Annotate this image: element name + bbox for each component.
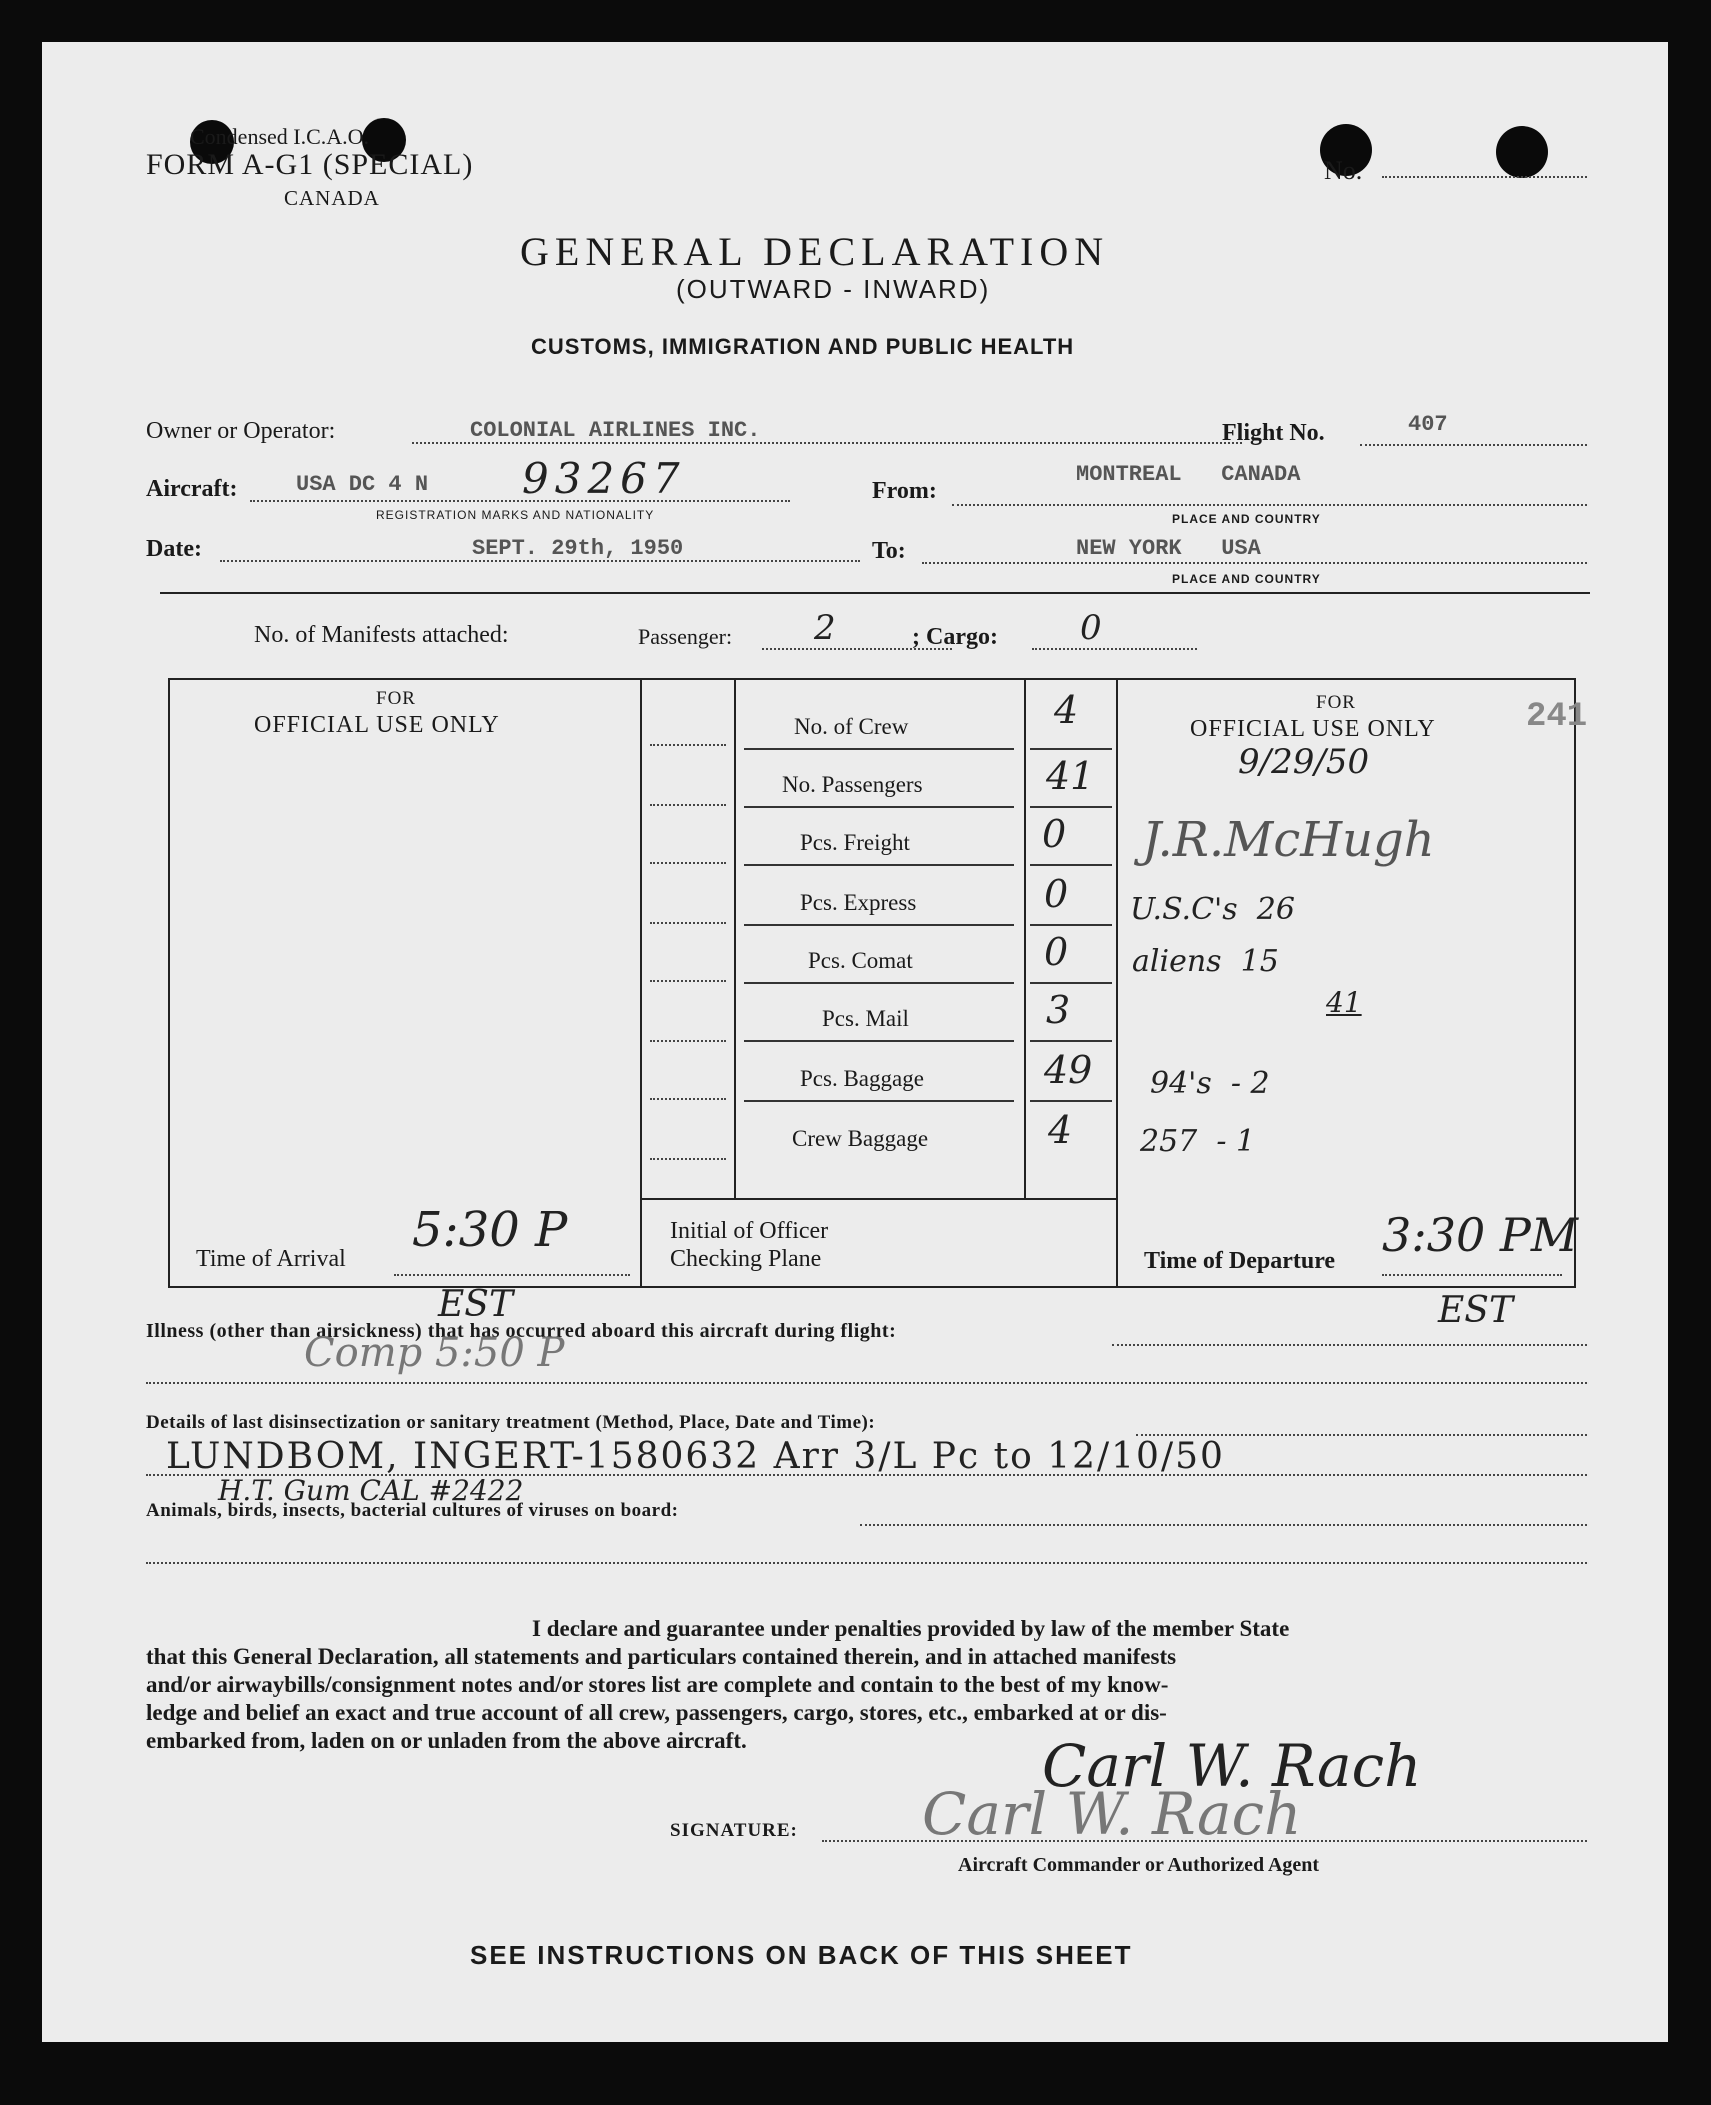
declaration-form <box>42 42 1668 2042</box>
express-value: 0 <box>1044 872 1069 916</box>
form-condensed-label: Condensed I.C.A.O. <box>190 124 370 149</box>
declaration-line-4: ledge and belief an exact and true account of all crew, passengers, cargo, stores, etc., embarked at or dis- <box>146 1700 1167 1725</box>
animals-label: Animals, birds, insects, bacterial cultures of viruses on board: <box>146 1500 679 1521</box>
mail-label: Pcs. Mail <box>822 1006 909 1031</box>
to-value: NEW YORK USA <box>1076 536 1261 561</box>
to-label: To: <box>872 538 906 564</box>
manifests-label: No. of Manifests attached: <box>254 622 509 648</box>
crew-baggage-value: 4 <box>1048 1108 1073 1152</box>
note-uscitizens: U.S.C's 26 <box>1130 892 1295 927</box>
passenger-label: Passenger: <box>638 624 733 649</box>
form-country: CANADA <box>284 186 380 210</box>
owner-label: Owner or Operator: <box>146 418 336 444</box>
passengers-value: 41 <box>1046 754 1095 798</box>
officer-label-2: Checking Plane <box>670 1246 822 1272</box>
arrival-value: 5:30 P <box>412 1202 568 1258</box>
passenger-manifest-value: 2 <box>814 608 836 648</box>
comat-label: Pcs. Comat <box>808 948 913 973</box>
aircraft-registration: 93267 <box>522 454 686 503</box>
note-total: 41 <box>1326 986 1362 1019</box>
note-257: 257 - 1 <box>1140 1124 1256 1159</box>
arrival-label: Time of Arrival <box>196 1246 346 1272</box>
freight-value: 0 <box>1042 812 1067 856</box>
aircraft-label: Aircraft: <box>146 476 238 502</box>
crew-value: 4 <box>1054 688 1079 732</box>
flight-value: 407 <box>1408 412 1448 437</box>
from-caption: PLACE AND COUNTRY <box>1172 512 1321 526</box>
form-number: FORM A-G1 (SPECIAL) <box>146 148 474 181</box>
officer-label-1: Initial of Officer <box>670 1218 829 1244</box>
cargo-manifest-value: 0 <box>1080 608 1102 648</box>
signer-caption: Aircraft Commander or Authorized Agent <box>958 1854 1320 1876</box>
date-value: SEPT. 29th, 1950 <box>472 536 684 561</box>
right-official-for: FOR <box>1316 692 1356 713</box>
official-date-note: 9/29/50 <box>1238 742 1370 782</box>
freight-label: Pcs. Freight <box>800 830 910 855</box>
illness-label: Illness (other than airsickness) that has occurred aboard this aircraft during flight: <box>146 1320 897 1342</box>
signature-label: SIGNATURE: <box>670 1820 798 1841</box>
note-aliens: aliens 15 <box>1132 944 1279 979</box>
aircraft-value: USA DC 4 N <box>296 472 429 497</box>
form-no-label: No. <box>1324 156 1363 185</box>
crew-label: No. of Crew <box>794 714 909 739</box>
page-caption: CUSTOMS, IMMIGRATION AND PUBLIC HEALTH <box>531 334 1075 359</box>
commander-signature: Carl W. Rach <box>1042 1732 1422 1800</box>
declaration-line-3: and/or airwaybills/consignment notes and/or stores list are complete and contain to the best of my know- <box>146 1672 1169 1697</box>
flight-label: Flight No. <box>1222 420 1325 446</box>
aircraft-caption: REGISTRATION MARKS AND NATIONALITY <box>376 508 655 522</box>
declaration-line-1: I declare and guarantee under penalties provided by law of the member State <box>532 1616 1290 1641</box>
cargo-label: ; Cargo: <box>912 624 998 650</box>
baggage-value: 49 <box>1044 1048 1093 1092</box>
page-title: GENERAL DECLARATION <box>520 229 1110 274</box>
departure-value: 3:30 PM <box>1382 1208 1578 1262</box>
right-official-use: OFFICIAL USE ONLY <box>1190 716 1436 742</box>
to-caption: PLACE AND COUNTRY <box>1172 572 1321 586</box>
express-label: Pcs. Express <box>800 890 917 915</box>
arrival-timezone: EST <box>438 1284 513 1325</box>
crew-baggage-label: Crew Baggage <box>792 1126 929 1151</box>
instructions-footer: SEE INSTRUCTIONS ON BACK OF THIS SHEET <box>470 1940 1133 1970</box>
baggage-label: Pcs. Baggage <box>800 1066 924 1091</box>
official-signature: J.R.McHugh <box>1142 812 1435 868</box>
declaration-line-2: that this General Declaration, all statements and particulars contained therein, and in attached manifests <box>146 1644 1177 1669</box>
from-value: MONTREAL CANADA <box>1076 462 1301 487</box>
from-label: From: <box>872 478 937 504</box>
disinsect-line1: LUNDBOM, INGERT-1580632 Arr 3/L Pc to 12/10/50 <box>166 1436 1225 1477</box>
disinsect-label: Details of last disinsectization or sanitary treatment (Method, Place, Date and Time): <box>146 1412 876 1433</box>
declaration-line-5: embarked from, laden on or unladen from the above aircraft. <box>146 1728 747 1753</box>
left-official-for: FOR <box>376 688 416 709</box>
mail-value: 3 <box>1046 988 1071 1032</box>
illness-note: Comp 5:50 P <box>304 1330 565 1376</box>
punch-hole <box>1496 126 1548 178</box>
passengers-label: No. Passengers <box>782 772 923 797</box>
left-official-use: OFFICIAL USE ONLY <box>254 712 500 738</box>
owner-value: COLONIAL AIRLINES INC. <box>470 418 761 443</box>
departure-label: Time of Departure <box>1144 1248 1336 1274</box>
commander-signature-faint: Carl W. Rach <box>922 1780 1302 1848</box>
disinsect-line2: H.T. Gum CAL #2422 <box>218 1474 524 1507</box>
page-subtitle: (OUTWARD - INWARD) <box>676 274 991 304</box>
stamp-number: 241 <box>1526 698 1588 736</box>
departure-timezone: EST <box>1438 1290 1513 1331</box>
date-label: Date: <box>146 536 202 562</box>
note-94s: 94's - 2 <box>1150 1066 1270 1101</box>
comat-value: 0 <box>1044 930 1069 974</box>
